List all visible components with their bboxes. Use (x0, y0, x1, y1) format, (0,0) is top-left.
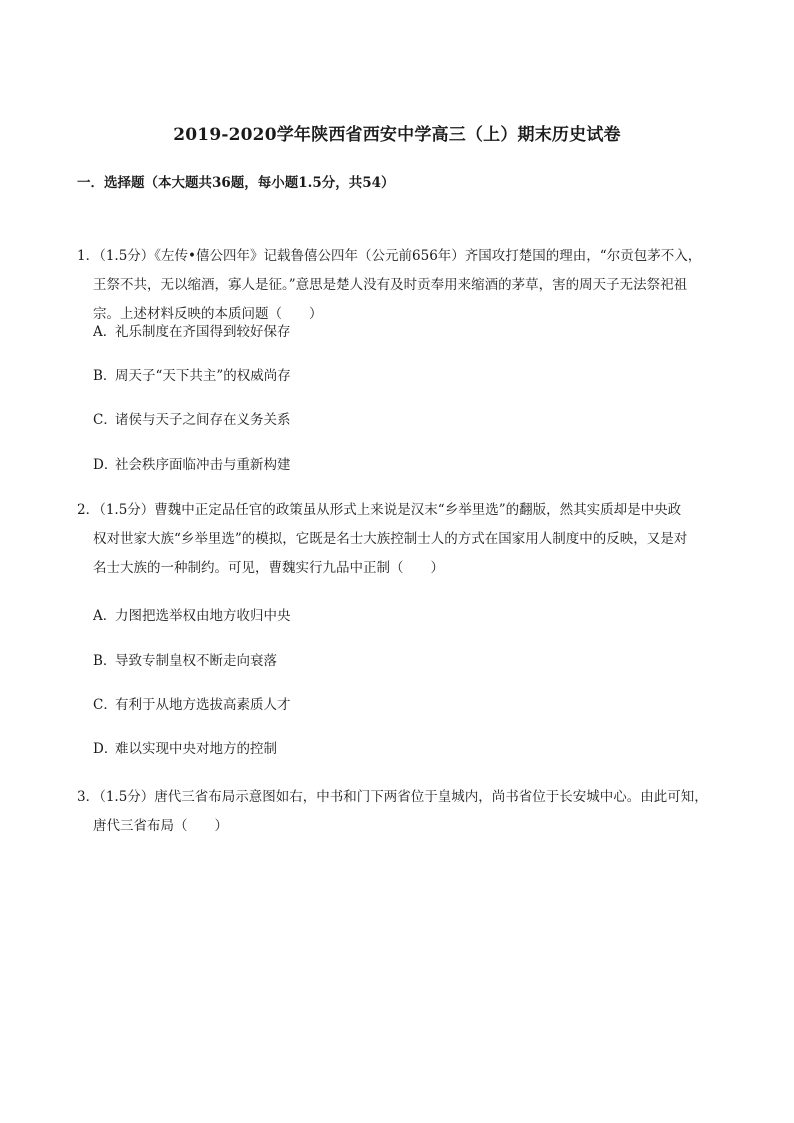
question-3-line-2: 唐代三省布局（ ） (93, 818, 228, 834)
question-1-line-3: 宗。上述材料反映的本质问题（ ） (93, 306, 323, 322)
option-text: 诸侯与天子之间存在义务关系 (115, 412, 291, 428)
question-2-option-d[interactable] (93, 739, 277, 759)
question-2-line-3: 名士大族的一种制约。可见，曹魏实行九品中正制（ ） (93, 560, 444, 576)
option-letter: D． (93, 457, 118, 473)
option-text: 难以实现中央对地方的控制 (115, 741, 277, 757)
question-2-line-2: 权对世家大族“乡举里选”的模拟，它既是名士大族控制士人的方式在国家用人制度中的反映，又是对 (93, 531, 688, 547)
question-2-option-a[interactable] (93, 606, 291, 626)
option-letter: D． (93, 741, 118, 757)
option-letter: C． (93, 697, 117, 713)
question-2-line-1: 2．（1.5分）曹魏中正定品任官的政策虽从形式上来说是汉末“乡举里选”的翻版，然其实质却是中央政 (77, 502, 682, 518)
option-text: 导致专制皇权不断走向衰落 (115, 653, 277, 669)
option-letter: C． (93, 412, 117, 428)
question-2 (77, 496, 727, 583)
option-text: 周天子“天下共主”的权威尚存 (115, 368, 291, 384)
question-3 (77, 783, 727, 841)
option-letter: A． (93, 608, 117, 624)
question-3-line-1: 3．（1.5分）唐代三省布局示意图如右，中书和门下两省位于皇城内，尚书省位于长安城中心。由此可知， (77, 789, 708, 805)
option-letter: B． (93, 368, 117, 384)
question-1-line-2: 王祭不共，无以缩酒，寡人是征。”意思是楚人没有及时贡奉用来缩酒的茅草，害的周天子无法祭祀祖 (93, 277, 688, 293)
question-1 (77, 242, 727, 329)
question-1-line-1: 1．（1.5分）《左传•僖公四年》记载鲁僖公四年（公元前656年）齐国攻打楚国的理由，“尔贡包茅不入， (77, 248, 702, 264)
section-heading: 一．选择题（本大题共36题，每小题1.5分，共54） (77, 175, 395, 191)
option-text: 礼乐制度在齐国得到较好保存 (115, 324, 291, 340)
question-1-option-a[interactable] (93, 322, 291, 342)
option-letter: B． (93, 653, 117, 669)
question-1-option-d[interactable] (93, 455, 291, 475)
option-text: 力图把选举权由地方收归中央 (115, 608, 291, 624)
question-1-option-b[interactable] (93, 366, 291, 386)
option-text: 社会秩序面临冲击与重新构建 (115, 457, 291, 473)
question-1-option-c[interactable] (93, 410, 291, 430)
page-title: 2019-2020学年陕西省西安中学高三（上）期末历史试卷 (173, 125, 621, 145)
question-2-option-c[interactable] (93, 695, 291, 715)
option-letter: A． (93, 324, 117, 340)
question-2-option-b[interactable] (93, 651, 277, 671)
option-text: 有利于从地方选拔高素质人才 (115, 697, 291, 713)
